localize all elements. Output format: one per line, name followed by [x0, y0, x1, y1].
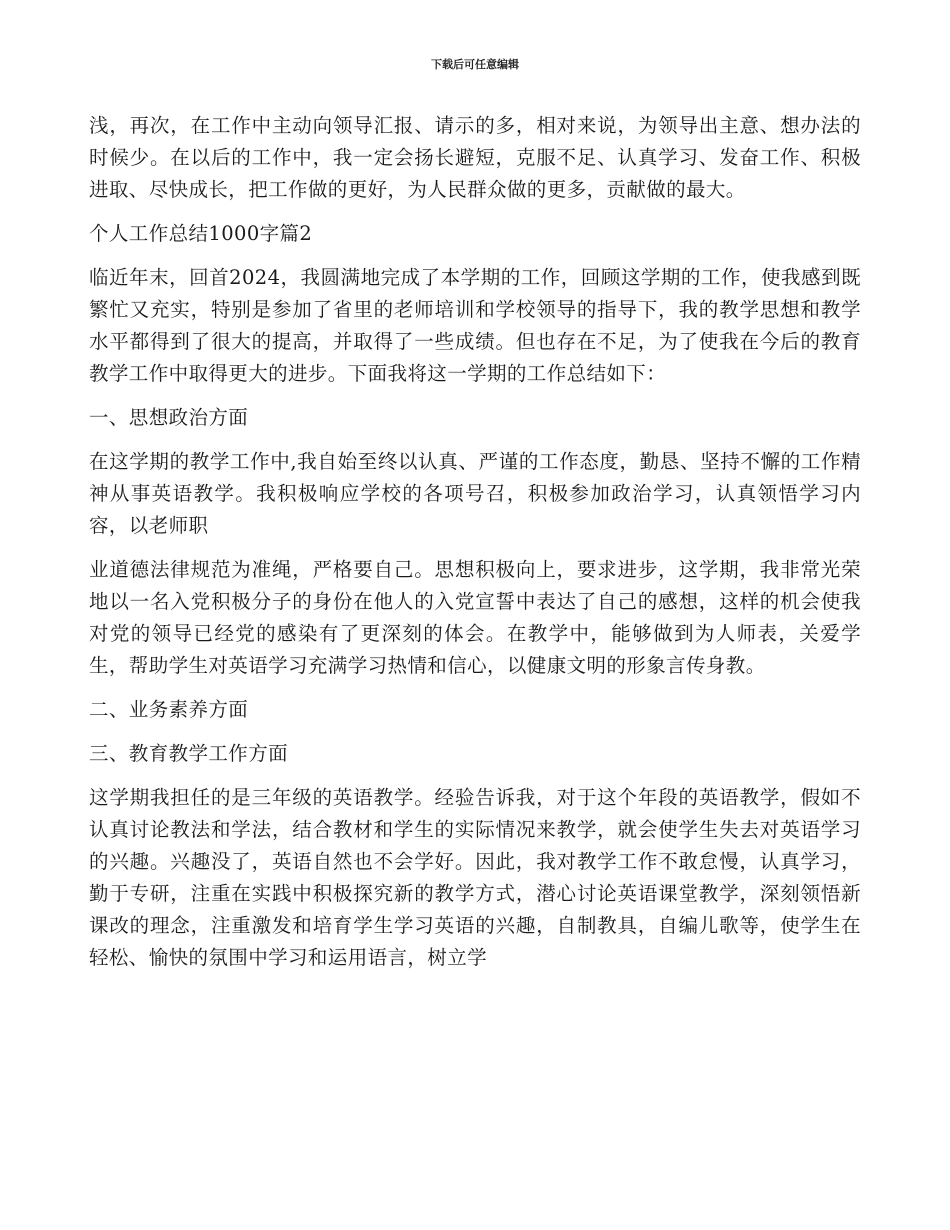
paragraph-closing-summary: 浅，再次，在工作中主动向领导汇报、请示的多，相对来说，为领导出主意、想办法的时候少。在以后的工作中，我一定会扬长避短，克服不足、认真学习、发奋工作、积极进取、尽快成长，把工作做的更好，为人民群众做的更多，贡献做的最大。	[89, 114, 861, 201]
heading-teaching-work: 三、教育教学工作方面	[89, 742, 289, 765]
paragraph-introduction: 临近年末，回首2024，我圆满地完成了本学期的工作，回顾这学期的工作，使我感到既繁忙又充实，特别是参加了省里的老师培训和学校领导的指导下，我的教学思想和教学水平都得到了很大的提高，并取得了一些成绩。但也存在不足，为了使我在今后的教育教学工作中取得更大的进步。下面我将这一学期的工作总结如下：	[89, 266, 861, 385]
document-body	[89, 110, 861, 986]
paragraph-teaching-work: 这学期我担任的是三年级的英语教学。经验告诉我，对于这个年段的英语教学，假如不认真讨论教法和学法，结合教材和学生的实际情况来教学，就会使学生失去对英语学习的兴趣。兴趣没了，英语自然也不会学好。因此，我对教学工作不敢怠慢，认真学习，勤于专研，注重在实践中积极探究新的教学方式，潜心讨论英语课堂教学，深刻领悟新课改的理念，注重激发和培育学生学习英语的兴趣，自制教具，自编儿歌等，使学生在轻松、愉快的氛围中学习和运用语言，树立学	[89, 786, 861, 969]
paragraph-ideology-part-1: 在这学期的教学工作中,我自始至终以认真、严谨的工作态度，勤恳、坚持不懈的工作精神从事英语教学。我积极响应学校的各项号召，积极参加政治学习，认真领悟学习内容，以老师职	[89, 450, 861, 537]
paragraph-ideology-part-2: 业道德法律规范为准绳，严格要自己。思想积极向上，要求进步，这学期，我非常光荣地以一名入党积极分子的身份在他人的入党宣誓中表达了自己的感想，这样的机会使我对党的领导已经党的感染有了更深刻的体会。在教学中，能够做到为人师表，关爱学生，帮助学生对英语学习充满学习热情和信心，以健康文明的形象言传身教。	[89, 558, 861, 677]
page-header: 下载后可任意编辑	[431, 58, 519, 71]
section-title-article-2: 个人工作总结1000字篇2	[89, 222, 313, 245]
heading-professional-quality: 二、业务素养方面	[89, 698, 249, 721]
heading-ideology-politics: 一、思想政治方面	[89, 406, 249, 429]
